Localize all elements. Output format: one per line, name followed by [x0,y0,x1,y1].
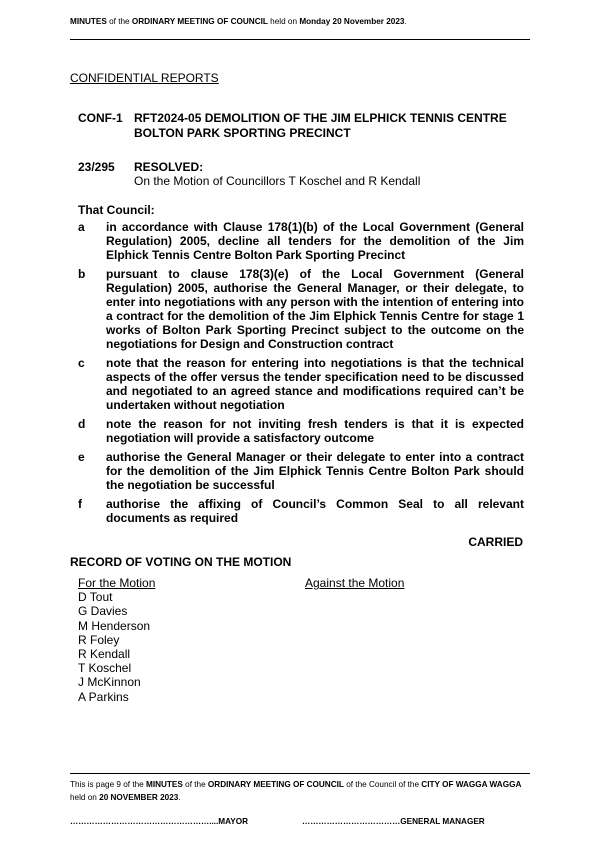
voter-name: G Davies [78,604,128,619]
footer-meeting: ORDINARY MEETING OF COUNCIL [207,780,344,789]
clause-text: note the reason for not inviting fresh tenders is that it is expected negotiation will provide a satisfactory outcome [106,417,524,445]
header-date: Monday 20 November 2023 [299,17,405,26]
header-minutes: MINUTES [70,17,107,26]
for-motion-column [78,576,155,704]
clause-item [78,497,524,525]
clause-text: authorise the General Manager or their delegate to enter into a contract for the demolition of the Jim Elphick Tennis Centre Bolton Park should the negotiation be successful [106,450,524,492]
clause-letter: c [78,356,85,370]
clause-item [78,220,524,262]
voter-name: D Tout [78,590,113,605]
voter-name: J McKinnon [78,675,141,690]
footer-city: CITY OF WAGGA WAGGA [421,780,522,789]
item-title: RFT2024-05 DEMOLITION OF THE JIM ELPHICK TENNIS CENTRE BOLTON PARK SPORTING PRECINCT [134,111,507,140]
voter-name: A Parkins [78,689,129,704]
clause-letter: e [78,450,85,464]
clause-item [78,356,524,412]
resolution-label: RESOLVED: [134,160,204,174]
carried-label: CARRIED [468,535,523,549]
clause-item [78,267,524,351]
voter-name: M Henderson [78,618,151,633]
header-meeting: ORDINARY MEETING OF COUNCIL [131,17,268,26]
voting-title: RECORD OF VOTING ON THE MOTION [70,555,292,569]
signature-lines [70,817,530,826]
clause-letter: d [78,417,86,431]
page-footer [70,779,530,804]
gm-signature-line: ………………………………GENERAL MANAGER [302,817,485,826]
header-of-the: of the [106,17,132,26]
clause-text: pursuant to clause 178(3)(e) of the Local Government (General Regulation) 2005, authorise the General Manager, or their delegate, to enter into negotiations with any person with the intention of entering into a contract for the demolition of the Jim Elphick Tennis Centre for stage 1 works of Bolton Park Sporting Precinct subject to the outcome on the negotiations for Design and Construction contract [106,267,524,351]
voter-name: R Kendall [78,647,131,662]
header-end: . [404,17,407,26]
header-held-on: held on [267,17,300,26]
voter-name: T Koschel [78,661,132,676]
clause-list [78,220,524,530]
footer-rule [70,773,530,774]
footer-date: 20 NOVEMBER 2023 [99,792,179,802]
resolution-number: 23/295 [78,160,115,174]
clause-item [78,450,524,492]
clause-text: authorise the affixing of Council’s Common Seal to all relevant documents as required [106,497,524,525]
clause-text: in accordance with Clause 178(1)(b) of the Local Government (General Regulation) 2005, decline all tenders for the demolition of the Jim Elphick Tennis Centre Bolton Park Sporting Precinct [106,220,524,262]
footer-end: . [178,792,181,802]
footer-prefix: This is page 9 of the [70,780,147,789]
clause-letter: a [78,220,85,234]
footer-of-council: of the Council of the [343,780,422,789]
footer-held-on: held on [70,792,100,802]
clause-item [78,417,524,445]
clause-letter: f [78,497,82,511]
item-code: CONF-1 [78,111,123,125]
section-title: CONFIDENTIAL REPORTS [70,71,219,85]
for-motion-label: For the Motion [78,576,156,590]
that-council: That Council: [78,203,155,217]
footer-minutes: MINUTES [146,780,183,789]
resolution-motion: On the Motion of Councillors T Koschel and R Kendall [134,174,421,188]
mayor-signature-line: ……………………………………………....MAYOR [70,817,249,826]
header-rule [70,39,530,40]
voter-name: R Foley [78,632,120,647]
against-motion-label: Against the Motion [305,576,405,590]
footer-of-the: of the [182,780,208,789]
clause-letter: b [78,267,86,281]
clause-text: note that the reason for entering into negotiations is that the technical aspects of the offer versus the tender specification need to be discussed and negotiated to an agreed stance and modifications required can’t be undertaken without negotiation [106,356,524,412]
page-header [70,17,407,26]
